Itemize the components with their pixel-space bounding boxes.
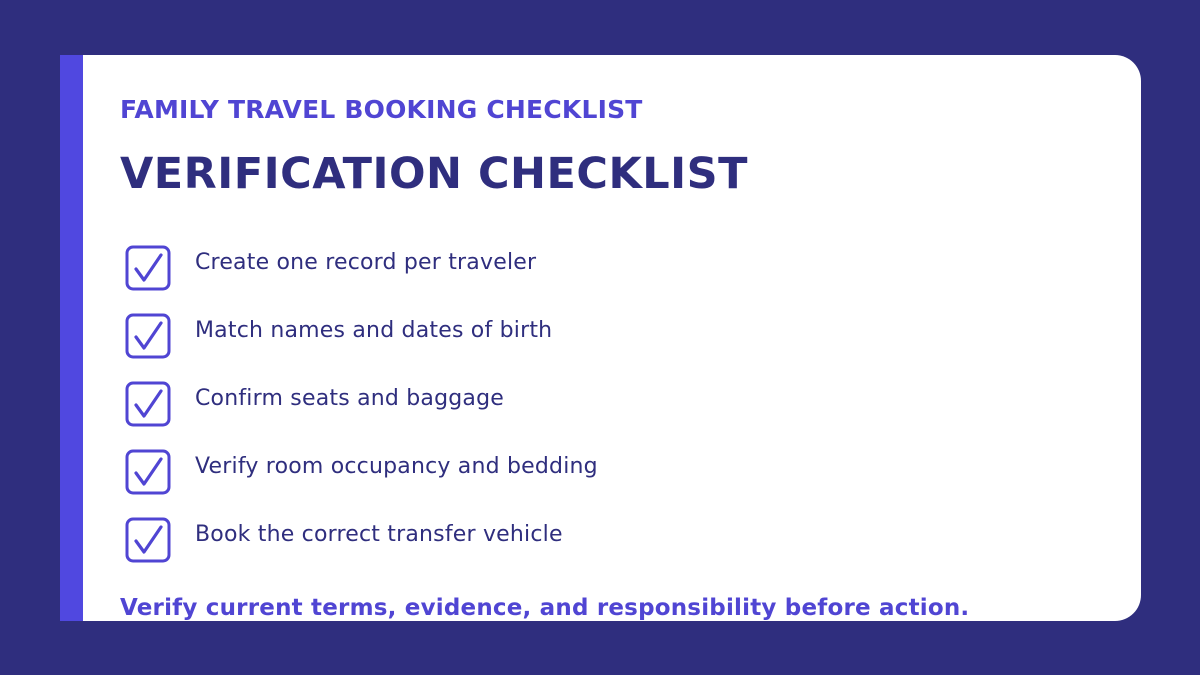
checkbox-checked-icon xyxy=(124,380,172,428)
checklist-item xyxy=(124,448,598,516)
footer-note: Verify current terms, evidence, and responsibility before action. xyxy=(120,595,970,621)
checkbox-checked-icon xyxy=(124,516,172,564)
checkbox-checked-icon xyxy=(124,312,172,360)
eyebrow-label: FAMILY TRAVEL BOOKING CHECKLIST xyxy=(120,95,643,124)
checklist-item-label: Book the correct transfer vehicle xyxy=(195,522,563,547)
checklist-item xyxy=(124,244,537,312)
checklist-item-label: Verify room occupancy and bedding xyxy=(195,454,598,479)
checklist-item-label: Confirm seats and baggage xyxy=(195,386,505,411)
page-title: VERIFICATION CHECKLIST xyxy=(120,149,748,199)
checkbox-checked-icon xyxy=(124,244,172,292)
checklist-item-label: Create one record per traveler xyxy=(195,250,537,275)
checklist-item xyxy=(124,380,505,448)
checklist-item xyxy=(124,516,563,584)
checklist-card xyxy=(60,55,1141,621)
checklist-item-label: Match names and dates of birth xyxy=(195,318,553,343)
checkbox-checked-icon xyxy=(124,448,172,496)
accent-bar xyxy=(60,55,83,621)
checklist xyxy=(124,244,598,584)
checklist-item xyxy=(124,312,553,380)
